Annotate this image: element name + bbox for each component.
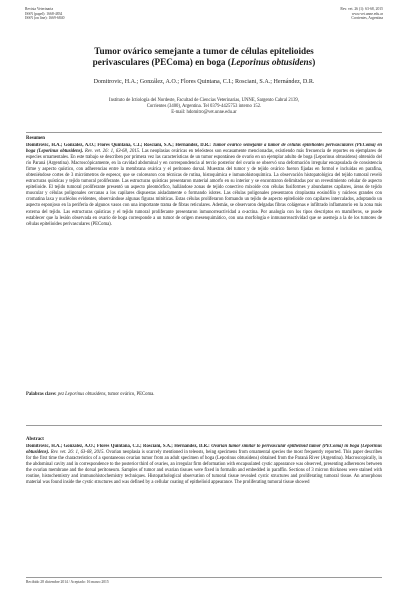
title-line-2-prefix: perivasculares (PEComa) en boga ( [92,57,231,67]
affiliation-line-1: Instituto de Ictiología del Nordeste, Facultad de Ciencias Veterinarias, UNNE, Sargento Cabral 2139, [109,98,299,103]
abstract-heading: Abstract [26,437,44,442]
title-line-2 [30,57,378,68]
journal-name: Revista Veterinaria [25,7,54,11]
resumen-journal-ref: Rev. vet. 26: 1, 63-68, 2015. [85,149,141,155]
abstract-cite-authors: Domitrovic, H.A.; González, A.O.; Flores Quintana, C.I.; Rosciani, S.A.; Hernández, D.R.: [26,444,210,449]
received-accepted-dates: Recibido 28 diciembre 2014 / Aceptado: 16 marzo 2015 [26,580,109,584]
journal-header-right [340,7,383,21]
abstract-cite-title: Ovarian tumor similar to perivascular epithelioid tumor (PEComa) in boga (Leporinus obtusidens). [26,444,382,456]
resumen-cite-authors: Domitrovic, H.A.; González, A.O.; Flores Quintana, C.I.; Rosciani, S.A.; Hernández, D.R.: [26,143,211,148]
paper-title [30,46,378,68]
divider-middle [26,425,382,426]
journal-website[interactable]: www.vet.unne.edu.ar [351,11,383,16]
title-species: Leporinus obtusidens [230,57,313,67]
abstract-body [26,444,382,574]
title-line-2-suffix: ) [312,57,316,67]
keywords-values: pez Leporinus obtusidens, [57,392,107,397]
keywords-label: Palabras clave: [26,392,57,397]
resumen-text: Las neoplasias ováricas en teleósteos son escasamente mencionadas, existiendo más frecuencia de reportes en ejemplares de especies ornamentales. En este trabajo se describen por primera vez las características de un tumor espontáneo de ovario en un ejemplar adulto de boga (Leporinus obtusidens) obtenido del río Paraná (Argentina). Macroscópicamente, en la cavidad abdominal y en correspondencia al tercio posterior del ovario se observó una deformación irregular encapsulada de consistencia firme y aspecto quístico, con adherencias entre la membrana ovárica y el peritoneo dorsal. Muestras del tumor y de tejido ovárico fueron fijadas en formol e incluidas en parafina, obteniéndose cortes de 3 micrómetros de espesor, que se colorearon con técnicas de rutina, histoquímica e inmunohistoquímica. La observación histopatológica del tejido tumoral reveló estructuras quísticas y tejido tumoral proliferante. Las estructuras quísticas presentaron material amorfo en su interior y se encontraron delimitadas por un revestimiento celular de aspecto epitelioide. El tejido tumoral proliferante presentó un aspecto pleomórfico, hallándose zonas de tejido conectivo mixoide con células fusiformes y abundantes capilares, áreas de tejido muscular y células poligonales cercanas a los capilares dispuestas aisladamente o formando islotes. Las células poligonales presentaron citoplasma eosinófilo y núcleos grandes con cromatina laxa y nucléolos evidentes, observándose algunas figuras mitóticas. Estas células proliferaron formando un tejido de aspecto epitelioide con capilares intercalados, adoptando un aspecto esponjoso en la periferia de algunos vasos con una importante trama de fibras reticulares. Además, se observaron delgadas fibras colágenas e infiltrado inflamatorio en la zona más externa del tejido. Las estructuras quísticas y el tejido tumoral proliferante presentaron inmunorreactividad a α-actina. Por analogía con los tipos descriptos en mamíferos, se puede establecer que la lesión observada en ovario de boga corresponde a un tumor de origen mesenquimático, con una morfología e inmunorreactividad que se asemeja a la de los tumores de células epitelioides perivasculares (PEComa). [26,149,382,227]
issn-online: ISSN (on line): 1669-6840 [25,16,65,21]
divider-top [26,132,382,133]
resumen-heading: Resumen [26,136,45,141]
journal-header-left [25,7,64,21]
author-email[interactable]: E-mail: hdomitro@vet.unne.edu.ar [171,109,237,115]
resumen-cite-title: Tumor ovárico semejante a tumor de células epitelioides perivasculares (PEComa) en boga (Leporinus obtusidens). [26,143,382,155]
author-list: Domitrovic, H.A.; González, A.O.; Flores Quintana, C.I.; Rosciani, S.A.; Hernández, D.R. [93,79,315,85]
keywords-tail: tumor ovárico, PEComa. [106,392,155,397]
abstract-text: Ovarian neoplasia is scarcely mentioned in teleosts, being specimens from ornamental species the most frequently reported. This paper describes for the first time the characteristics of a spontaneous ovarian tumor from an adult specimen of boga (Leporinus obtusidens) obtained from the Paraná River (Argentina). Macroscopically, in the abdominal cavity and in correspondence to the posterior third of ovaries, an irregular firm deformation with encapsulated cystic appearance was observed, presenting adherences between the ovarian membrane and the dorsal peritoneum. Samples of tumor and ovarian tissues were fixed in formalin and embedded in paraffin. Sections of 3 micron thickness were stained with routine, histochemistry and immunohistochemistry techniques. Histopathological observation of tumoral tissue revealed cystic structures and proliferating tumoral tissue. An amorphous material was found inside the cystic structures and was defined by a cellular coating of epithelioid appearance. The proliferating tumoral tissue showed [26,450,382,486]
divider-bottom [26,577,382,578]
affiliation [60,98,348,116]
issn-paper: ISSN (papel): 1668-4834 [25,11,63,16]
journal-location: Corrientes, Argentina [351,16,383,21]
affiliation-line-2: Corrientes (3400), Argentina. Tel 0379-4425753 interno 152. [146,103,262,109]
citation-ref: Rev. vet. 26 (1): 63-68, 2015 [340,7,383,11]
keywords [26,392,382,398]
journal-header [25,7,383,31]
title-line-1: Tumor ovárico semejante a tumor de células epitelioides [94,46,314,56]
abstract-journal-ref: Rev. vet. 26: 1, 63-68, 2015. [50,450,105,456]
resumen-body [26,143,382,359]
